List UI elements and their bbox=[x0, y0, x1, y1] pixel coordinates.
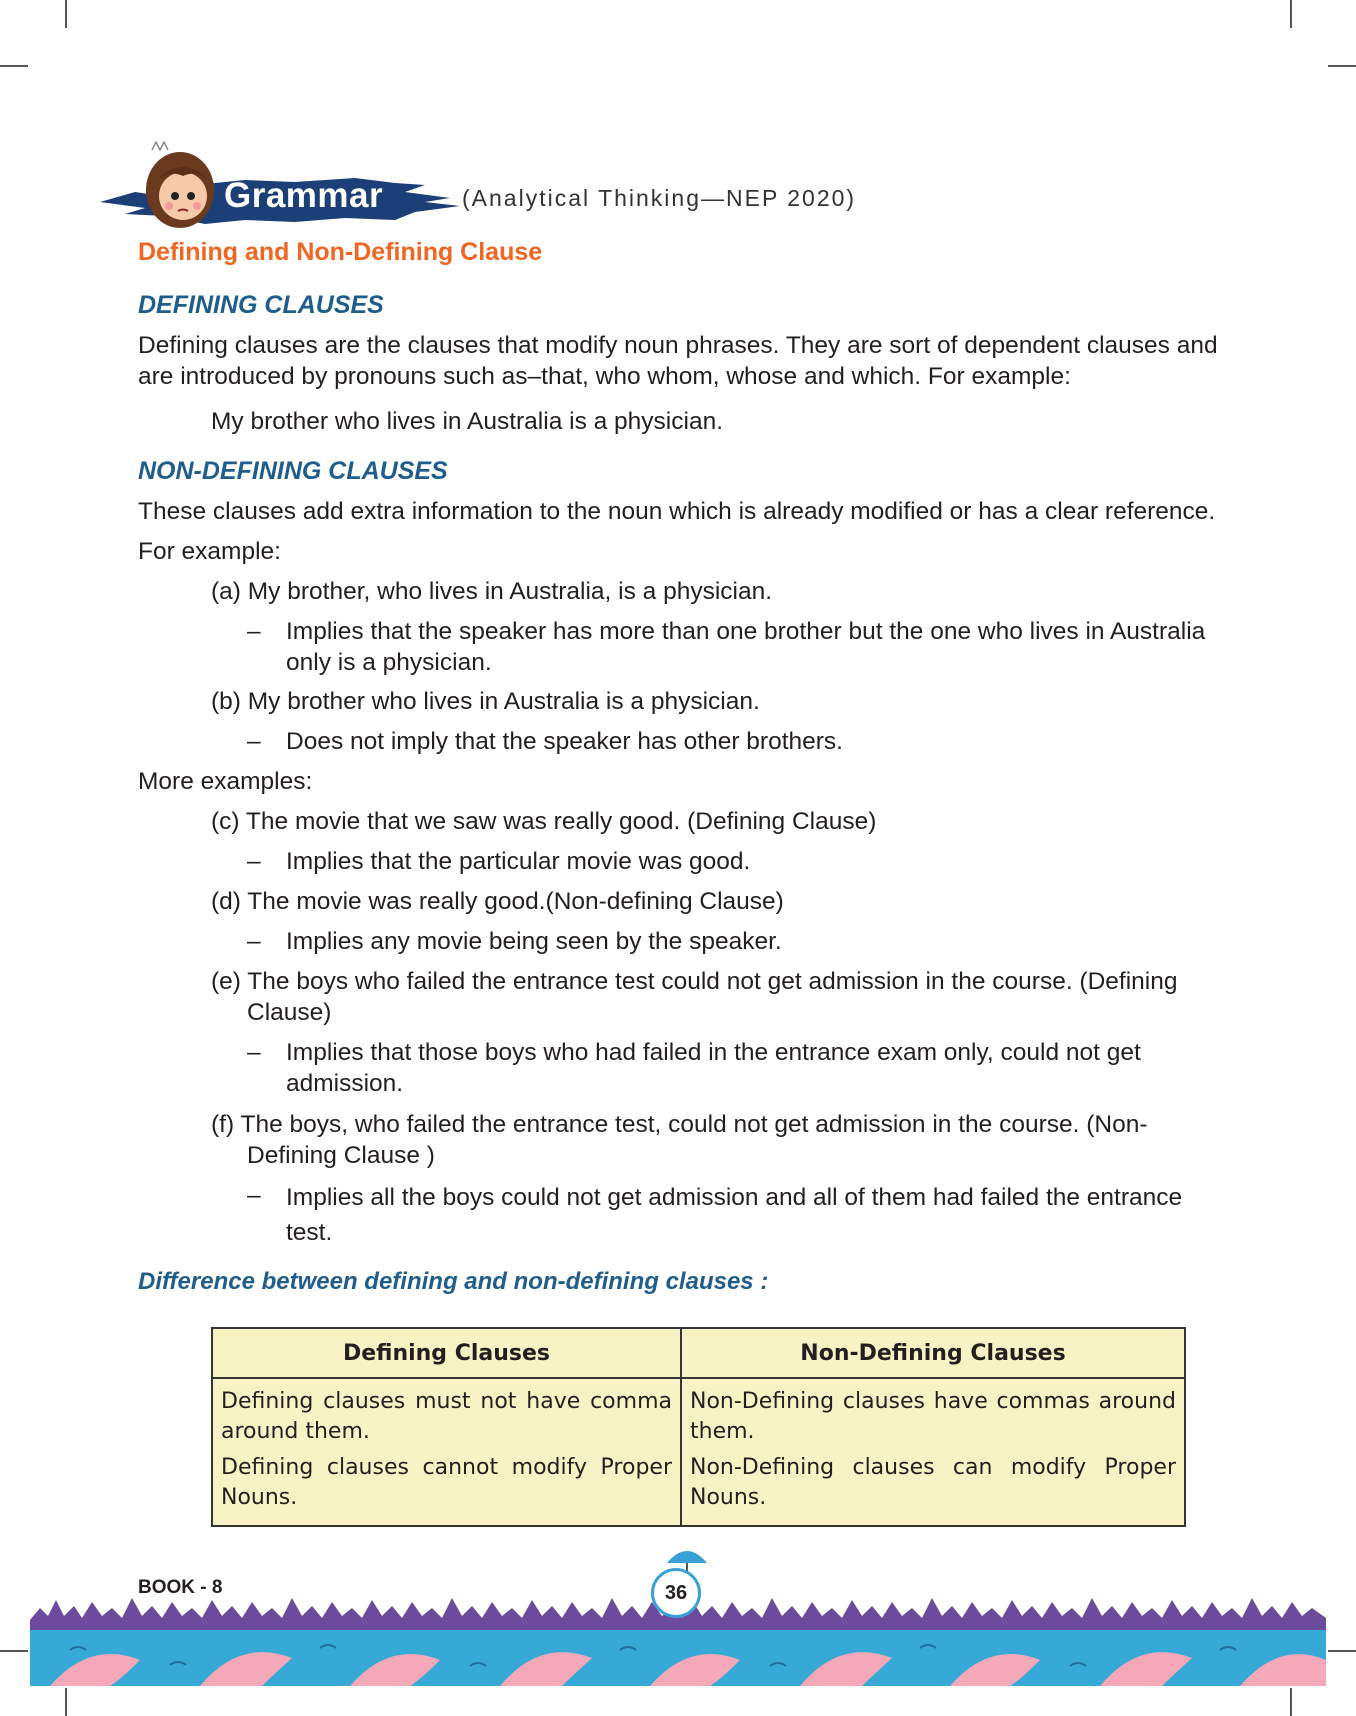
non-defining-heading: NON-DEFINING CLAUSES bbox=[138, 457, 448, 485]
banner-title: Grammar bbox=[224, 176, 384, 215]
dash: – bbox=[247, 848, 261, 875]
banner-subtitle: (Analytical Thinking—NEP 2020) bbox=[462, 185, 857, 211]
example-f bbox=[211, 1109, 1220, 1171]
dash: – bbox=[247, 618, 261, 645]
example-label: (a) bbox=[211, 578, 241, 605]
table-cell: Non-Defining clauses can modify Proper Nouns. bbox=[681, 1450, 1185, 1526]
table-header-defining: Defining Clauses bbox=[212, 1328, 681, 1378]
crop-mark bbox=[0, 1650, 28, 1652]
defining-paragraph bbox=[138, 330, 1220, 392]
crop-mark bbox=[1290, 1688, 1292, 1716]
crop-mark bbox=[65, 0, 67, 28]
footer-book-label: BOOK - 8 bbox=[138, 1577, 223, 1598]
girl-mascot-icon bbox=[146, 142, 214, 228]
non-defining-line: These clauses add extra information to the noun which is already modified or has a clear reference. bbox=[138, 498, 1216, 525]
crop-mark bbox=[1328, 1650, 1356, 1652]
example-b bbox=[211, 686, 760, 717]
difference-table bbox=[211, 1327, 1186, 1527]
example-e bbox=[211, 966, 1220, 1028]
example-a bbox=[211, 576, 772, 607]
crop-mark bbox=[1328, 65, 1356, 67]
table-cell: Defining clauses must not have comma around them. bbox=[212, 1378, 681, 1450]
table-cell: Non-Defining clauses have commas around them. bbox=[681, 1378, 1185, 1450]
example-b-note: Does not imply that the speaker has other brothers. bbox=[286, 728, 843, 755]
paragraph-line: Defining clauses are the clauses that modify noun phrases. They are sort of dependent clauses and bbox=[138, 332, 1218, 359]
table-header-non-defining: Non-Defining Clauses bbox=[681, 1328, 1185, 1378]
table-row bbox=[212, 1378, 1185, 1450]
dash: – bbox=[247, 1182, 261, 1209]
dash: – bbox=[247, 728, 261, 755]
example-line: Clause) bbox=[247, 999, 332, 1026]
note-line: Implies that the speaker has more than one brother but the one who lives in Australia bbox=[286, 618, 1206, 645]
table-header-row bbox=[212, 1328, 1185, 1378]
note-line: test. bbox=[286, 1219, 333, 1246]
paragraph-line: are introduced by pronouns such as–that, who whom, whose and which. For example: bbox=[138, 363, 1071, 390]
more-examples-title: More examples: bbox=[138, 768, 313, 795]
example-label: (b) bbox=[211, 688, 241, 715]
example-c: (c) The movie that we saw was really good. (Defining Clause) bbox=[211, 808, 877, 835]
example-line: (e) The boys who failed the entrance test could not get admission in the course. (Defining bbox=[211, 968, 1178, 995]
table-row bbox=[212, 1450, 1185, 1526]
crop-mark bbox=[1290, 0, 1292, 28]
defining-example: My brother who lives in Australia is a physician. bbox=[211, 408, 723, 435]
example-f-note bbox=[286, 1180, 1220, 1250]
defining-heading: DEFINING CLAUSES bbox=[138, 291, 384, 319]
crop-mark bbox=[65, 1688, 67, 1716]
note-line: Implies all the boys could not get admission and all of them had failed the entrance bbox=[286, 1184, 1183, 1211]
non-defining-line: For example: bbox=[138, 538, 281, 565]
example-line: (f) The boys, who failed the entrance test, could not get admission in the course. (Non- bbox=[211, 1111, 1148, 1138]
example-d: (d) The movie was really good.(Non-defining Clause) bbox=[211, 888, 784, 915]
example-d-note: Implies any movie being seen by the speaker. bbox=[286, 928, 782, 955]
crop-mark bbox=[0, 65, 28, 67]
page-number: 36 bbox=[651, 1568, 701, 1618]
table-cell: Defining clauses cannot modify Proper Nouns. bbox=[212, 1450, 681, 1526]
dash: – bbox=[247, 1039, 261, 1066]
example-text: My brother who lives in Australia is a physician. bbox=[247, 688, 760, 715]
note-line: admission. bbox=[286, 1070, 404, 1097]
example-line: Defining Clause ) bbox=[247, 1142, 435, 1169]
example-text: My brother, who lives in Australia, is a physician. bbox=[247, 578, 773, 605]
example-e-note bbox=[286, 1037, 1220, 1099]
example-c-note: Implies that the particular movie was good. bbox=[286, 848, 751, 875]
section-title: Defining and Non-Defining Clause bbox=[138, 238, 543, 266]
note-line: only is a physician. bbox=[286, 649, 492, 676]
note-line: Implies that those boys who had failed in the entrance exam only, could not get bbox=[286, 1039, 1141, 1066]
dash: – bbox=[247, 928, 261, 955]
difference-heading: Difference between defining and non-defining clauses : bbox=[138, 1268, 769, 1295]
example-a-note bbox=[286, 616, 1220, 678]
